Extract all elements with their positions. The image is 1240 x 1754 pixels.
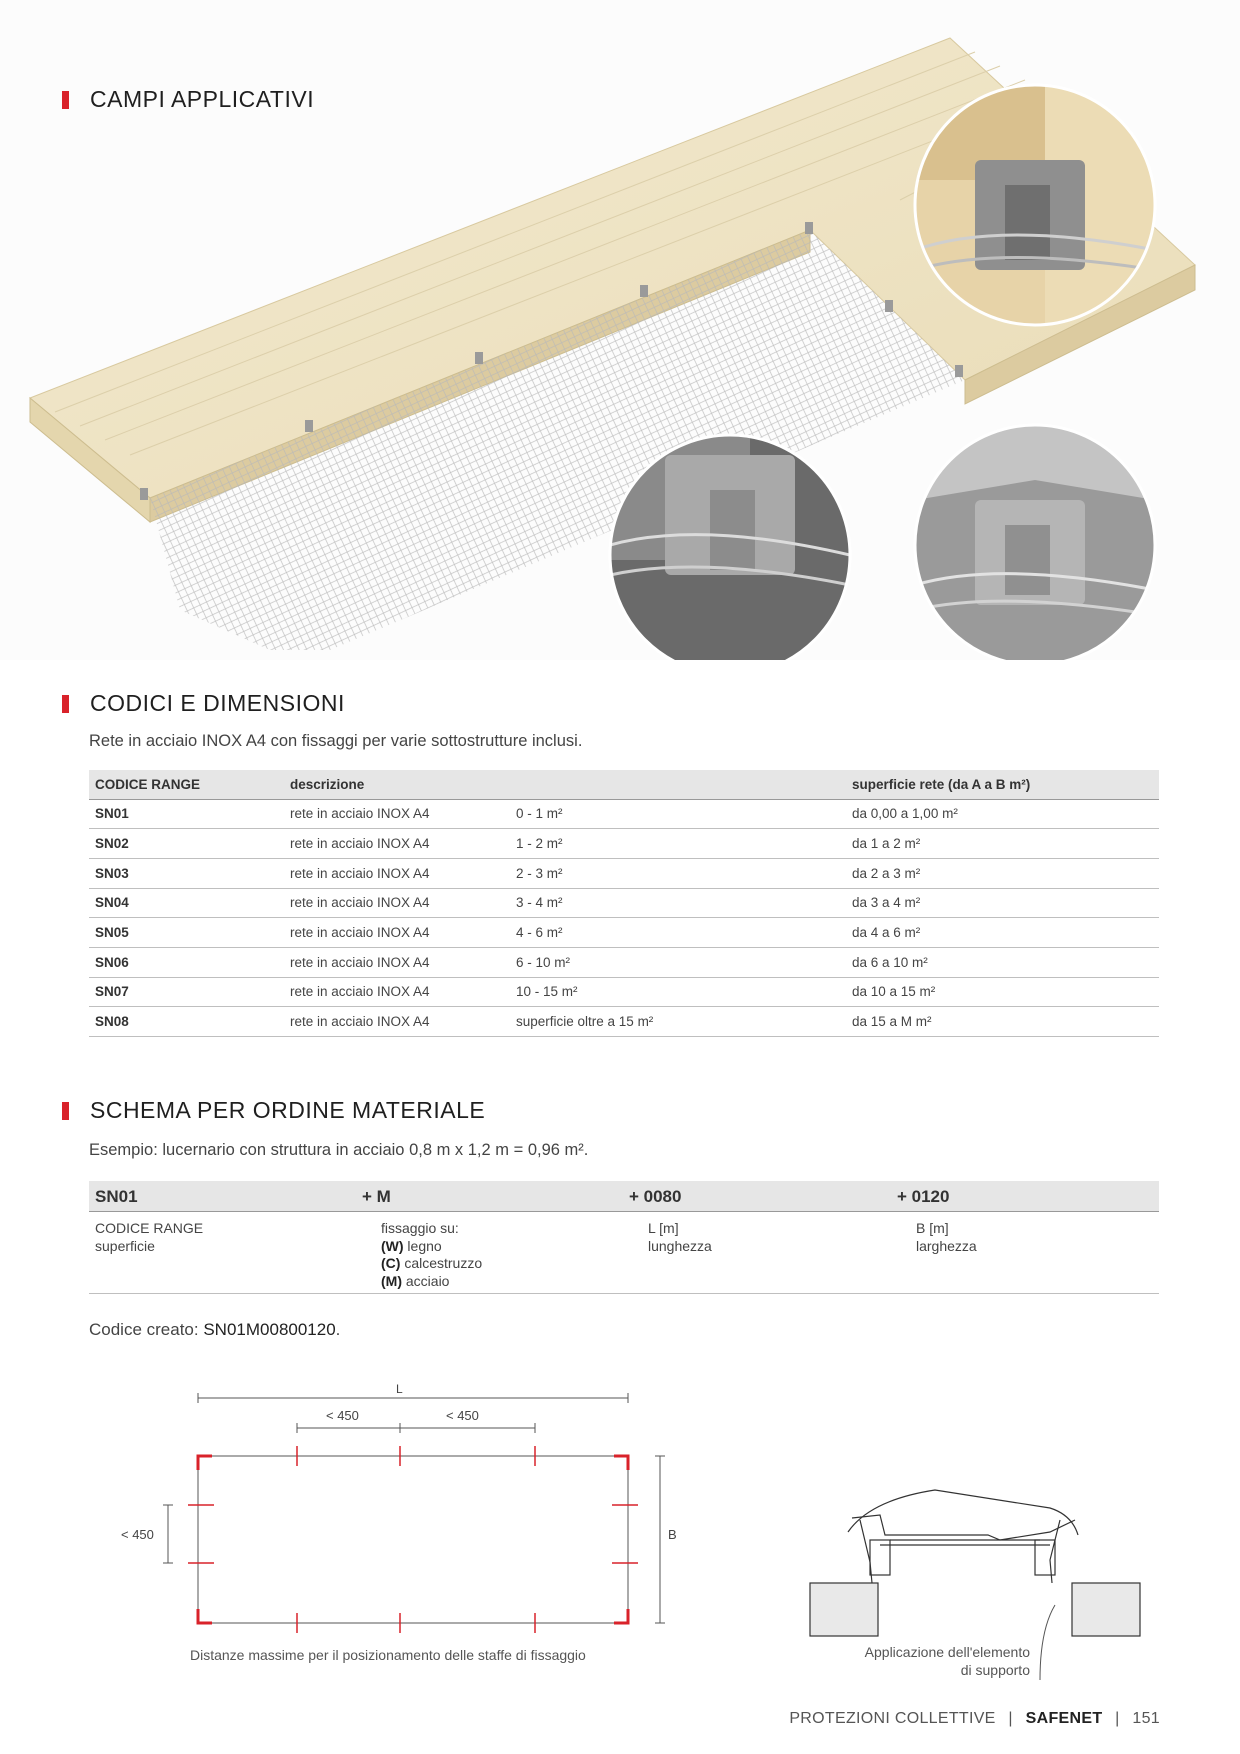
order-fix-text: calcestruzzo bbox=[400, 1255, 483, 1271]
order-fix-key: (W) bbox=[381, 1237, 404, 1254]
cell-code: SN03 bbox=[89, 858, 284, 888]
order-fix-key: (M) bbox=[381, 1272, 402, 1289]
cell-code: SN06 bbox=[89, 947, 284, 977]
cell-desc: rete in acciaio INOX A4 bbox=[284, 918, 510, 948]
order-fix-text: acciaio bbox=[402, 1272, 450, 1289]
order-header-code: SN01 bbox=[95, 1187, 138, 1206]
diagram-caption: Distanze massime per il posizionamento delle staffe di fissaggio bbox=[190, 1647, 586, 1663]
order-col-text: L [m] bbox=[648, 1220, 679, 1236]
cell-range: 10 - 15 m² bbox=[510, 977, 846, 1007]
order-col-text: larghezza bbox=[916, 1237, 977, 1254]
section-title-text: SCHEMA PER ORDINE MATERIALE bbox=[90, 1097, 486, 1123]
skylight-caption bbox=[830, 1643, 1030, 1679]
created-label: Codice creato: bbox=[89, 1320, 204, 1339]
order-header-length: + 0080 bbox=[629, 1187, 682, 1206]
cell-surface: da 6 a 10 m² bbox=[846, 947, 1159, 977]
cell-desc: rete in acciaio INOX A4 bbox=[284, 799, 510, 829]
footer-section: PROTEZIONI COLLETTIVE bbox=[789, 1710, 996, 1727]
page-number: 151 bbox=[1132, 1710, 1160, 1727]
cell-desc: rete in acciaio INOX A4 bbox=[284, 947, 510, 977]
col-header-surface: superficie rete (da A a B m²) bbox=[846, 770, 1159, 799]
cell-surface: da 0,00 a 1,00 m² bbox=[846, 799, 1159, 829]
label-top-2: < 450 bbox=[446, 1408, 479, 1423]
cell-surface: da 15 a M m² bbox=[846, 1007, 1159, 1037]
label-B: B bbox=[668, 1527, 677, 1542]
order-header-fix: + M bbox=[362, 1187, 391, 1206]
footer-brand: SAFENET bbox=[1025, 1710, 1103, 1727]
cell-desc: rete in acciaio INOX A4 bbox=[284, 977, 510, 1007]
corner-brackets bbox=[198, 1456, 628, 1623]
cell-range: 2 - 3 m² bbox=[510, 858, 846, 888]
cell-range: 3 - 4 m² bbox=[510, 888, 846, 918]
schema-intro: Esempio: lucernario con struttura in acciaio 0,8 m x 1,2 m = 0,96 m². bbox=[89, 1141, 589, 1159]
codici-intro: Rete in acciaio INOX A4 con fissaggi per varie sottostrutture inclusi. bbox=[89, 732, 583, 750]
section-title-text: CODICI E DIMENSIONI bbox=[90, 690, 345, 716]
order-col-text: fissaggio su: bbox=[381, 1220, 459, 1236]
cell-range: 1 - 2 m² bbox=[510, 829, 846, 859]
label-L: L bbox=[396, 1382, 403, 1396]
cell-code: SN05 bbox=[89, 918, 284, 948]
created-code-value: SN01M00800120 bbox=[203, 1320, 336, 1339]
cell-code: SN02 bbox=[89, 829, 284, 859]
order-fix-text: legno bbox=[403, 1237, 442, 1254]
cell-desc: rete in acciaio INOX A4 bbox=[284, 858, 510, 888]
cell-desc: rete in acciaio INOX A4 bbox=[284, 888, 510, 918]
section-title-text: CAMPI APPLICATIVI bbox=[90, 86, 315, 112]
order-fix-key: (C) bbox=[381, 1255, 401, 1271]
cell-desc: rete in acciaio INOX A4 bbox=[284, 1007, 510, 1037]
cell-code: SN01 bbox=[89, 799, 284, 829]
order-header-width: + 0120 bbox=[897, 1187, 950, 1206]
order-col-text: B [m] bbox=[916, 1220, 949, 1236]
col-header-desc: descrizione bbox=[284, 770, 510, 799]
support-block-left bbox=[810, 1583, 878, 1636]
cell-surface: da 10 a 15 m² bbox=[846, 977, 1159, 1007]
col-header-code: CODICE RANGE bbox=[89, 770, 284, 799]
created-end: . bbox=[335, 1320, 341, 1339]
order-col-text: lunghezza bbox=[648, 1237, 712, 1254]
label-left: < 450 bbox=[121, 1527, 154, 1542]
cell-code: SN08 bbox=[89, 1007, 284, 1037]
cell-surface: da 3 a 4 m² bbox=[846, 888, 1159, 918]
cell-surface: da 4 a 6 m² bbox=[846, 918, 1159, 948]
support-block-right bbox=[1072, 1583, 1140, 1636]
cell-range: 4 - 6 m² bbox=[510, 918, 846, 948]
bracket-ticks bbox=[188, 1446, 638, 1633]
skylight-caption-line: di supporto bbox=[960, 1662, 1030, 1678]
cell-range: superficie oltre a 15 m² bbox=[510, 1007, 846, 1037]
cell-range: 6 - 10 m² bbox=[510, 947, 846, 977]
footer-separator: | bbox=[1115, 1710, 1120, 1727]
order-col-text: superficie bbox=[95, 1237, 155, 1254]
cell-range: 0 - 1 m² bbox=[510, 799, 846, 829]
skylight-outline bbox=[198, 1456, 628, 1623]
cell-surface: da 2 a 3 m² bbox=[846, 858, 1159, 888]
skylight-caption-line: Applicazione dell'elemento bbox=[864, 1644, 1030, 1660]
cell-code: SN04 bbox=[89, 888, 284, 918]
label-top-1: < 450 bbox=[326, 1408, 359, 1423]
page-footer bbox=[789, 1710, 1160, 1728]
cell-code: SN07 bbox=[89, 977, 284, 1007]
skylight-section bbox=[848, 1490, 1078, 1583]
cell-desc: rete in acciaio INOX A4 bbox=[284, 829, 510, 859]
cell-surface: da 1 a 2 m² bbox=[846, 829, 1159, 859]
leader-line bbox=[1040, 1605, 1055, 1680]
footer-separator: | bbox=[1008, 1710, 1013, 1727]
order-col-text: CODICE RANGE bbox=[95, 1220, 204, 1236]
